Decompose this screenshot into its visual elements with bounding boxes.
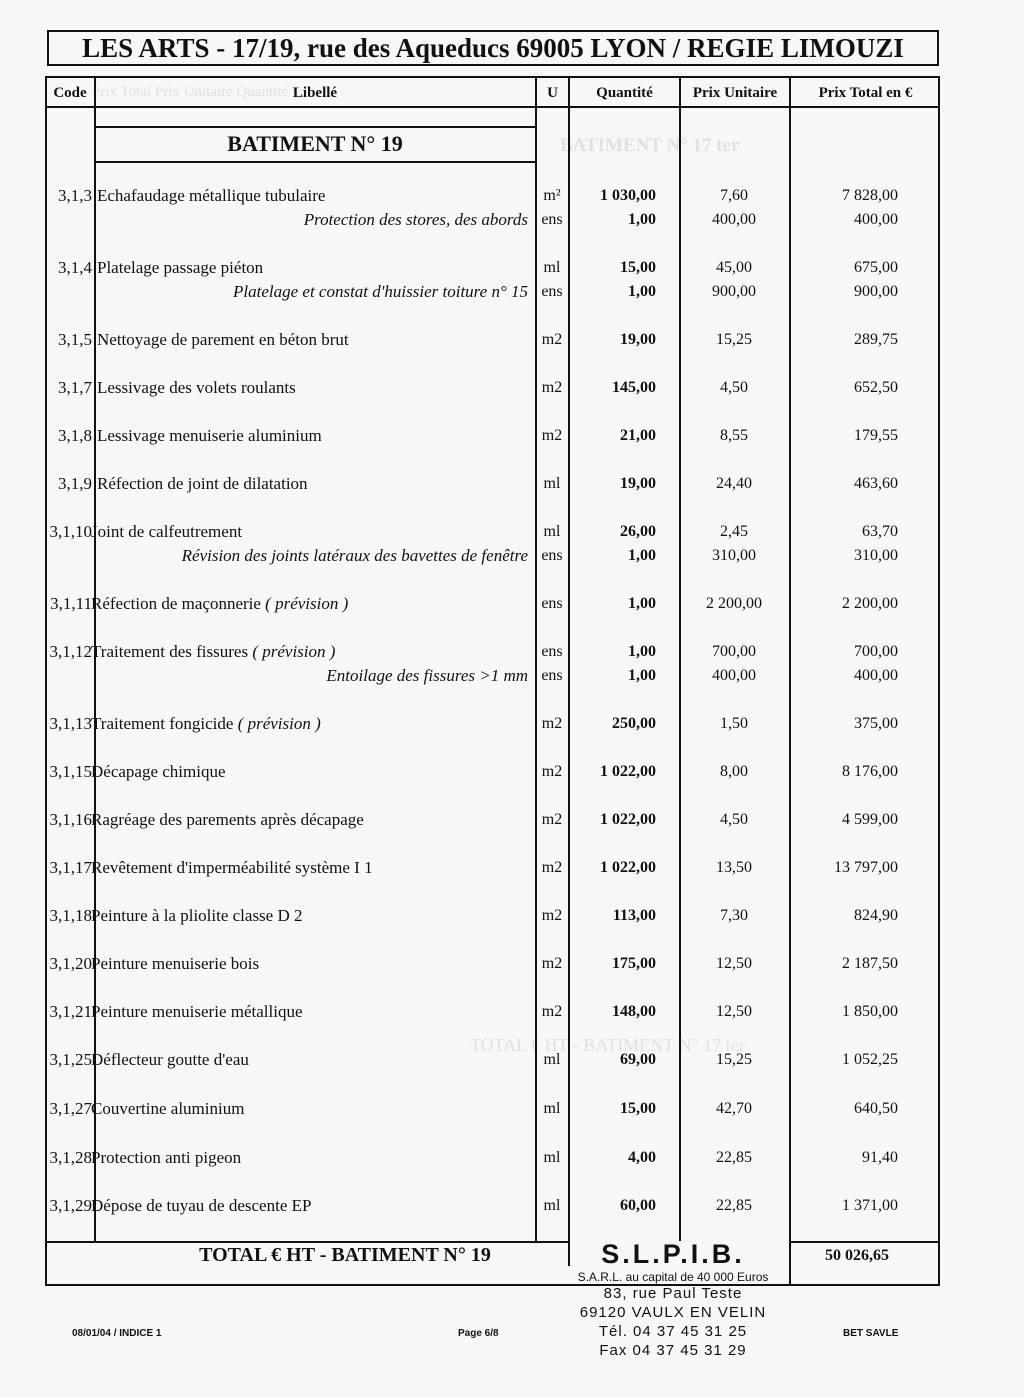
row-code: 3,1,20 — [49, 954, 92, 973]
row-libelle — [91, 521, 531, 543]
row-quantity: 4,00 — [628, 1149, 656, 1166]
row-code: 3,1,5 — [58, 330, 92, 349]
row-unit: ens — [541, 667, 563, 684]
row-unit-price: 7,30 — [720, 907, 748, 924]
row-libelle-text: Dépose de tuyau de descente EP — [91, 1196, 312, 1215]
row-unit-price: 24,40 — [716, 475, 752, 492]
row-unit: ens — [541, 595, 563, 612]
row-code: 3,1,9 — [58, 474, 92, 493]
row-code: 3,1,11 — [50, 594, 92, 613]
row-code: 3,1,12 — [49, 642, 92, 661]
row-code: 3,1,17 — [49, 858, 92, 877]
row-total-price: 824,90 — [854, 907, 898, 924]
row-code: 3,1,15 — [49, 762, 92, 781]
header-prix-unitaire: Prix Unitaire — [692, 84, 778, 101]
row-quantity: 15,00 — [620, 259, 656, 276]
header-divider — [45, 106, 940, 108]
header-quantite: Quantité — [596, 84, 653, 101]
row-code: 3,1,25 — [49, 1050, 92, 1069]
row-unit: ml — [543, 1100, 561, 1117]
footer-date: 08/01/04 / INDICE 1 — [72, 1328, 162, 1339]
row-libelle-note: ( prévision ) — [248, 642, 336, 661]
row-quantity: 21,00 — [620, 427, 656, 444]
row-total-price: 289,75 — [854, 331, 898, 348]
row-libelle — [97, 329, 537, 351]
row-code: 3,1,13 — [49, 714, 92, 733]
row-quantity: 1 022,00 — [600, 811, 656, 828]
row-quantity: 1,00 — [628, 667, 656, 684]
row-libelle-text: Traitement fongicide — [91, 714, 234, 733]
row-unit: m2 — [541, 331, 563, 348]
row-code: 3,1,28 — [49, 1148, 92, 1167]
row-total-price: 400,00 — [854, 667, 898, 684]
row-libelle-text: Echafaudage métallique tubulaire — [97, 186, 326, 205]
row-unit: m2 — [541, 859, 563, 876]
row-libelle-text: Platelage passage piéton — [97, 258, 264, 277]
page-title: LES ARTS - 17/19, rue des Aqueducs 69005 LYON / REGIE LIMOUZI — [47, 30, 939, 66]
row-libelle-text: Lessivage des volets roulants — [97, 378, 296, 397]
header-u: U — [547, 84, 558, 101]
col-divider-libelle — [535, 76, 537, 1241]
col-divider-u — [568, 76, 570, 1266]
row-unit-price: 310,00 — [712, 547, 756, 564]
row-code: 3,1,27 — [49, 1099, 92, 1118]
row-libelle-text: Joint de calfeutrement — [91, 522, 243, 541]
row-unit: ml — [543, 475, 561, 492]
footer-page: Page 6/8 — [458, 1328, 499, 1339]
row-total-price: 8 176,00 — [842, 763, 898, 780]
footer-author: BET SAVLE — [843, 1328, 899, 1339]
row-unit-price: 13,50 — [716, 859, 752, 876]
row-unit-price: 42,70 — [716, 1100, 752, 1117]
row-code: 3,1,18 — [49, 906, 92, 925]
row-code: 3,1,16 — [49, 810, 92, 829]
company-stamp — [548, 1238, 798, 1360]
row-total-price: 675,00 — [854, 259, 898, 276]
row-quantity: 19,00 — [620, 331, 656, 348]
row-quantity: 69,00 — [620, 1051, 656, 1068]
row-libelle-text: Déflecteur goutte d'eau — [91, 1050, 249, 1069]
row-code: 3,1,29 — [49, 1196, 92, 1215]
row-total-price: 1 052,25 — [842, 1051, 898, 1068]
row-libelle — [97, 257, 537, 279]
row-total-price: 700,00 — [854, 643, 898, 660]
row-code: 3,1,21 — [49, 1002, 92, 1021]
row-total-price: 1 371,00 — [842, 1197, 898, 1214]
row-libelle-detail: Protection des stores, des abords — [303, 210, 528, 229]
row-quantity: 1 022,00 — [600, 859, 656, 876]
row-unit: ens — [541, 547, 563, 564]
header-prix-total: Prix Total en € — [818, 84, 913, 101]
row-unit-price: 400,00 — [712, 211, 756, 228]
row-quantity: 1,00 — [628, 547, 656, 564]
show-through-total: TOTAL € HT - BATIMENT N° 17 ter — [470, 1035, 745, 1055]
row-total-price: 1 850,00 — [842, 1003, 898, 1020]
row-unit-price: 2 200,00 — [706, 595, 762, 612]
row-libelle-detail: Révision des joints latéraux des bavettes de fenêtre — [181, 546, 528, 565]
row-unit: ens — [541, 643, 563, 660]
row-unit-price: 4,50 — [720, 379, 748, 396]
stamp-tel: Tél. 04 37 45 31 25 — [598, 1323, 748, 1340]
row-unit-price: 8,55 — [720, 427, 748, 444]
row-quantity: 148,00 — [612, 1003, 656, 1020]
stamp-address: 83, rue Paul Teste — [603, 1285, 743, 1302]
row-unit-price: 900,00 — [712, 283, 756, 300]
header-code: Code — [53, 84, 87, 101]
row-total-price: 400,00 — [854, 211, 898, 228]
stamp-fax: Fax 04 37 45 31 29 — [599, 1342, 747, 1359]
row-code: 3,1,7 — [58, 378, 92, 397]
row-libelle-text: Ragréage des parements après décapage — [91, 810, 364, 829]
row-quantity: 15,00 — [620, 1100, 656, 1117]
row-total-price: 2 187,50 — [842, 955, 898, 972]
row-quantity: 1,00 — [628, 283, 656, 300]
row-unit: ens — [541, 211, 563, 228]
row-quantity: 1,00 — [628, 595, 656, 612]
row-total-price: 2 200,00 — [842, 595, 898, 612]
row-libelle-text: Traitement des fissures — [91, 642, 249, 661]
section-title: BATIMENT N° 19 — [227, 131, 403, 156]
row-libelle — [91, 1098, 531, 1120]
row-quantity: 145,00 — [612, 379, 656, 396]
row-unit: m2 — [541, 1003, 563, 1020]
row-libelle-note: ( prévision ) — [260, 594, 349, 613]
row-quantity: 175,00 — [612, 955, 656, 972]
total-value: 50 026,65 — [825, 1247, 889, 1264]
row-libelle-text: Protection anti pigeon — [91, 1148, 242, 1167]
row-unit: m2 — [541, 715, 563, 732]
row-unit: m2 — [541, 955, 563, 972]
row-total-price: 179,55 — [854, 427, 898, 444]
row-libelle-text: Décapage chimique — [91, 762, 226, 781]
row-libelle — [91, 761, 531, 783]
row-unit-price: 700,00 — [712, 643, 756, 660]
row-unit-price: 15,25 — [716, 331, 752, 348]
row-total-price: 310,00 — [854, 547, 898, 564]
row-quantity: 1 022,00 — [600, 763, 656, 780]
row-libelle — [91, 641, 531, 663]
row-quantity: 1,00 — [628, 211, 656, 228]
row-quantity: 60,00 — [620, 1197, 656, 1214]
row-total-price: 640,50 — [854, 1100, 898, 1117]
row-code: 3,1,4 — [58, 258, 92, 277]
row-unit: m2 — [541, 763, 563, 780]
row-libelle-text: Peinture menuiserie bois — [91, 954, 260, 973]
row-code: 3,1,8 — [58, 426, 92, 445]
stamp-city: 69120 VAULX EN VELIN — [579, 1304, 767, 1321]
row-unit: ml — [543, 259, 561, 276]
stamp-name: S.L.P.I.B. — [601, 1239, 745, 1269]
row-unit-price: 12,50 — [716, 955, 752, 972]
row-libelle — [91, 953, 531, 975]
row-libelle — [97, 377, 537, 399]
row-libelle — [91, 593, 531, 615]
row-total-price: 900,00 — [854, 283, 898, 300]
show-through-section: BATIMENT N° 17 ter — [560, 135, 740, 156]
row-libelle — [91, 857, 531, 879]
row-libelle — [97, 185, 537, 207]
row-libelle-text: Peinture menuiserie métallique — [91, 1002, 303, 1021]
row-libelle-text: Réfection de maçonnerie — [91, 594, 261, 613]
row-unit: m2 — [541, 811, 563, 828]
row-unit: m2 — [541, 907, 563, 924]
total-label: TOTAL € HT - BATIMENT N° 19 — [199, 1244, 491, 1266]
row-unit: m² — [543, 187, 561, 204]
row-unit-price: 22,85 — [716, 1149, 752, 1166]
row-libelle-text: Revêtement d'imperméabilité système I 1 — [91, 858, 373, 877]
row-libelle-detail: Platelage et constat d'huissier toiture n° 15 — [233, 282, 528, 301]
row-libelle — [91, 1147, 531, 1169]
row-unit: ml — [543, 1051, 561, 1068]
row-unit-price: 15,25 — [716, 1051, 752, 1068]
row-quantity: 1 030,00 — [600, 187, 656, 204]
row-unit-price: 8,00 — [720, 763, 748, 780]
row-code: 3,1,3 — [58, 186, 92, 205]
row-unit-price: 22,85 — [716, 1197, 752, 1214]
row-unit: ml — [543, 1149, 561, 1166]
row-total-price: 7 828,00 — [842, 187, 898, 204]
row-libelle-text: Peinture à la pliolite classe D 2 — [91, 906, 303, 925]
row-unit-price: 7,60 — [720, 187, 748, 204]
row-libelle — [91, 1195, 531, 1217]
row-unit: m2 — [541, 379, 563, 396]
row-libelle-text: Nettoyage de parement en béton brut — [97, 330, 349, 349]
row-total-price: 91,40 — [862, 1149, 898, 1166]
row-total-price: 4 599,00 — [842, 811, 898, 828]
header-libelle: Libellé — [292, 84, 338, 101]
row-libelle-text: Couvertine aluminium — [91, 1099, 245, 1118]
row-unit: ens — [541, 283, 563, 300]
row-quantity: 250,00 — [612, 715, 656, 732]
row-total-price: 463,60 — [854, 475, 898, 492]
row-unit: ml — [543, 1197, 561, 1214]
row-unit-price: 400,00 — [712, 667, 756, 684]
row-unit-price: 12,50 — [716, 1003, 752, 1020]
row-libelle — [91, 809, 531, 831]
row-libelle-text: Lessivage menuiserie aluminium — [97, 426, 322, 445]
row-unit: ml — [543, 523, 561, 540]
row-unit-price: 2,45 — [720, 523, 748, 540]
row-total-price: 375,00 — [854, 715, 898, 732]
row-quantity: 1,00 — [628, 643, 656, 660]
row-quantity: 113,00 — [612, 907, 656, 924]
row-libelle — [97, 473, 537, 495]
row-libelle-detail: Entoilage des fissures >1 mm — [326, 666, 528, 685]
row-total-price: 13 797,00 — [834, 859, 898, 876]
row-unit-price: 4,50 — [720, 811, 748, 828]
row-libelle — [91, 713, 531, 735]
row-quantity: 26,00 — [620, 523, 656, 540]
row-libelle — [91, 905, 531, 927]
row-code: 3,1,10 — [49, 522, 92, 541]
row-libelle-text: Réfection de joint de dilatation — [97, 474, 308, 493]
row-total-price: 652,50 — [854, 379, 898, 396]
row-libelle — [91, 1001, 531, 1023]
row-libelle — [91, 1049, 531, 1071]
row-unit-price: 1,50 — [720, 715, 748, 732]
section-title-bottom — [95, 161, 535, 163]
row-unit: m2 — [541, 427, 563, 444]
row-unit-price: 45,00 — [716, 259, 752, 276]
stamp-capital: S.A.R.L. au capital de 40 000 Euros — [577, 1270, 769, 1284]
show-through-header: Prix Total Prix Unitaire Quantité U — [92, 84, 303, 100]
row-libelle-note: ( prévision ) — [233, 714, 321, 733]
row-quantity: 19,00 — [620, 475, 656, 492]
row-total-price: 63,70 — [862, 523, 898, 540]
row-libelle — [97, 425, 537, 447]
